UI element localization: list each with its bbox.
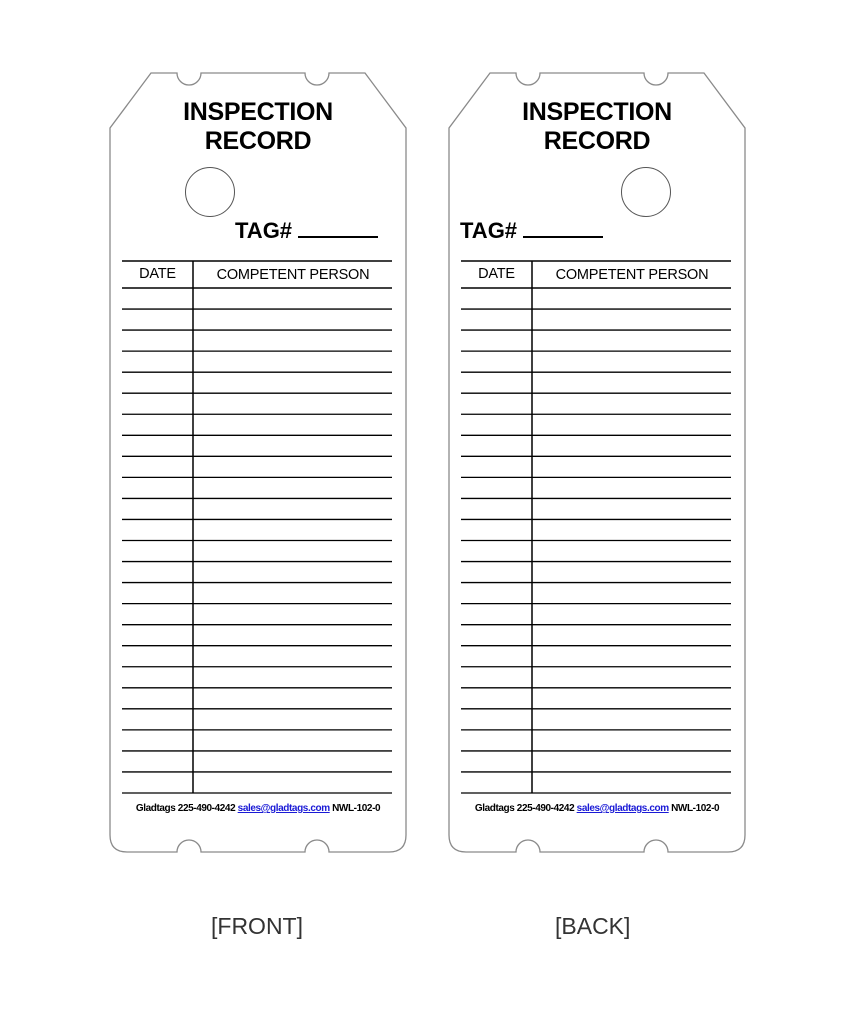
title-line-1: INSPECTION xyxy=(183,98,333,126)
title-line-1: INSPECTION xyxy=(522,98,672,126)
back-caption: [BACK] xyxy=(555,913,631,939)
footer-product-code: NWL-102-0 xyxy=(671,803,720,814)
tag-number-field xyxy=(460,218,603,244)
title-line-2: RECORD xyxy=(543,127,651,155)
table-grid xyxy=(122,260,392,794)
hanging-hole xyxy=(185,167,235,217)
hanging-hole xyxy=(621,167,671,217)
tag-number-blank xyxy=(523,220,603,238)
table-grid xyxy=(461,260,731,794)
title-line-2: RECORD xyxy=(204,127,312,155)
tag-title xyxy=(446,98,748,156)
footer-email-link[interactable]: sales@gladtags.com xyxy=(576,803,669,814)
footer-email-link[interactable]: sales@gladtags.com xyxy=(237,803,330,814)
tag-number-label: TAG# xyxy=(235,218,293,243)
footer-product-code: NWL-102-0 xyxy=(332,803,381,814)
back-tag xyxy=(446,70,748,855)
footer-company-phone: Gladtags 225-490-4242 xyxy=(135,803,236,814)
column-header-competent-person: COMPETENT PERSON xyxy=(216,267,370,283)
tag-footer xyxy=(446,803,748,814)
tag-number-label: TAG# xyxy=(460,218,518,243)
inspection-table xyxy=(461,260,731,794)
tag-number-blank xyxy=(298,220,378,238)
front-caption: [FRONT] xyxy=(211,913,303,939)
column-header-date: DATE xyxy=(478,266,515,282)
tag-footer xyxy=(107,803,409,814)
column-header-competent-person: COMPETENT PERSON xyxy=(555,267,709,283)
tag-number-field xyxy=(235,218,378,244)
front-tag xyxy=(107,70,409,855)
tag-title xyxy=(107,98,409,156)
footer-company-phone: Gladtags 225-490-4242 xyxy=(474,803,575,814)
inspection-table xyxy=(122,260,392,794)
column-header-date: DATE xyxy=(139,266,176,282)
